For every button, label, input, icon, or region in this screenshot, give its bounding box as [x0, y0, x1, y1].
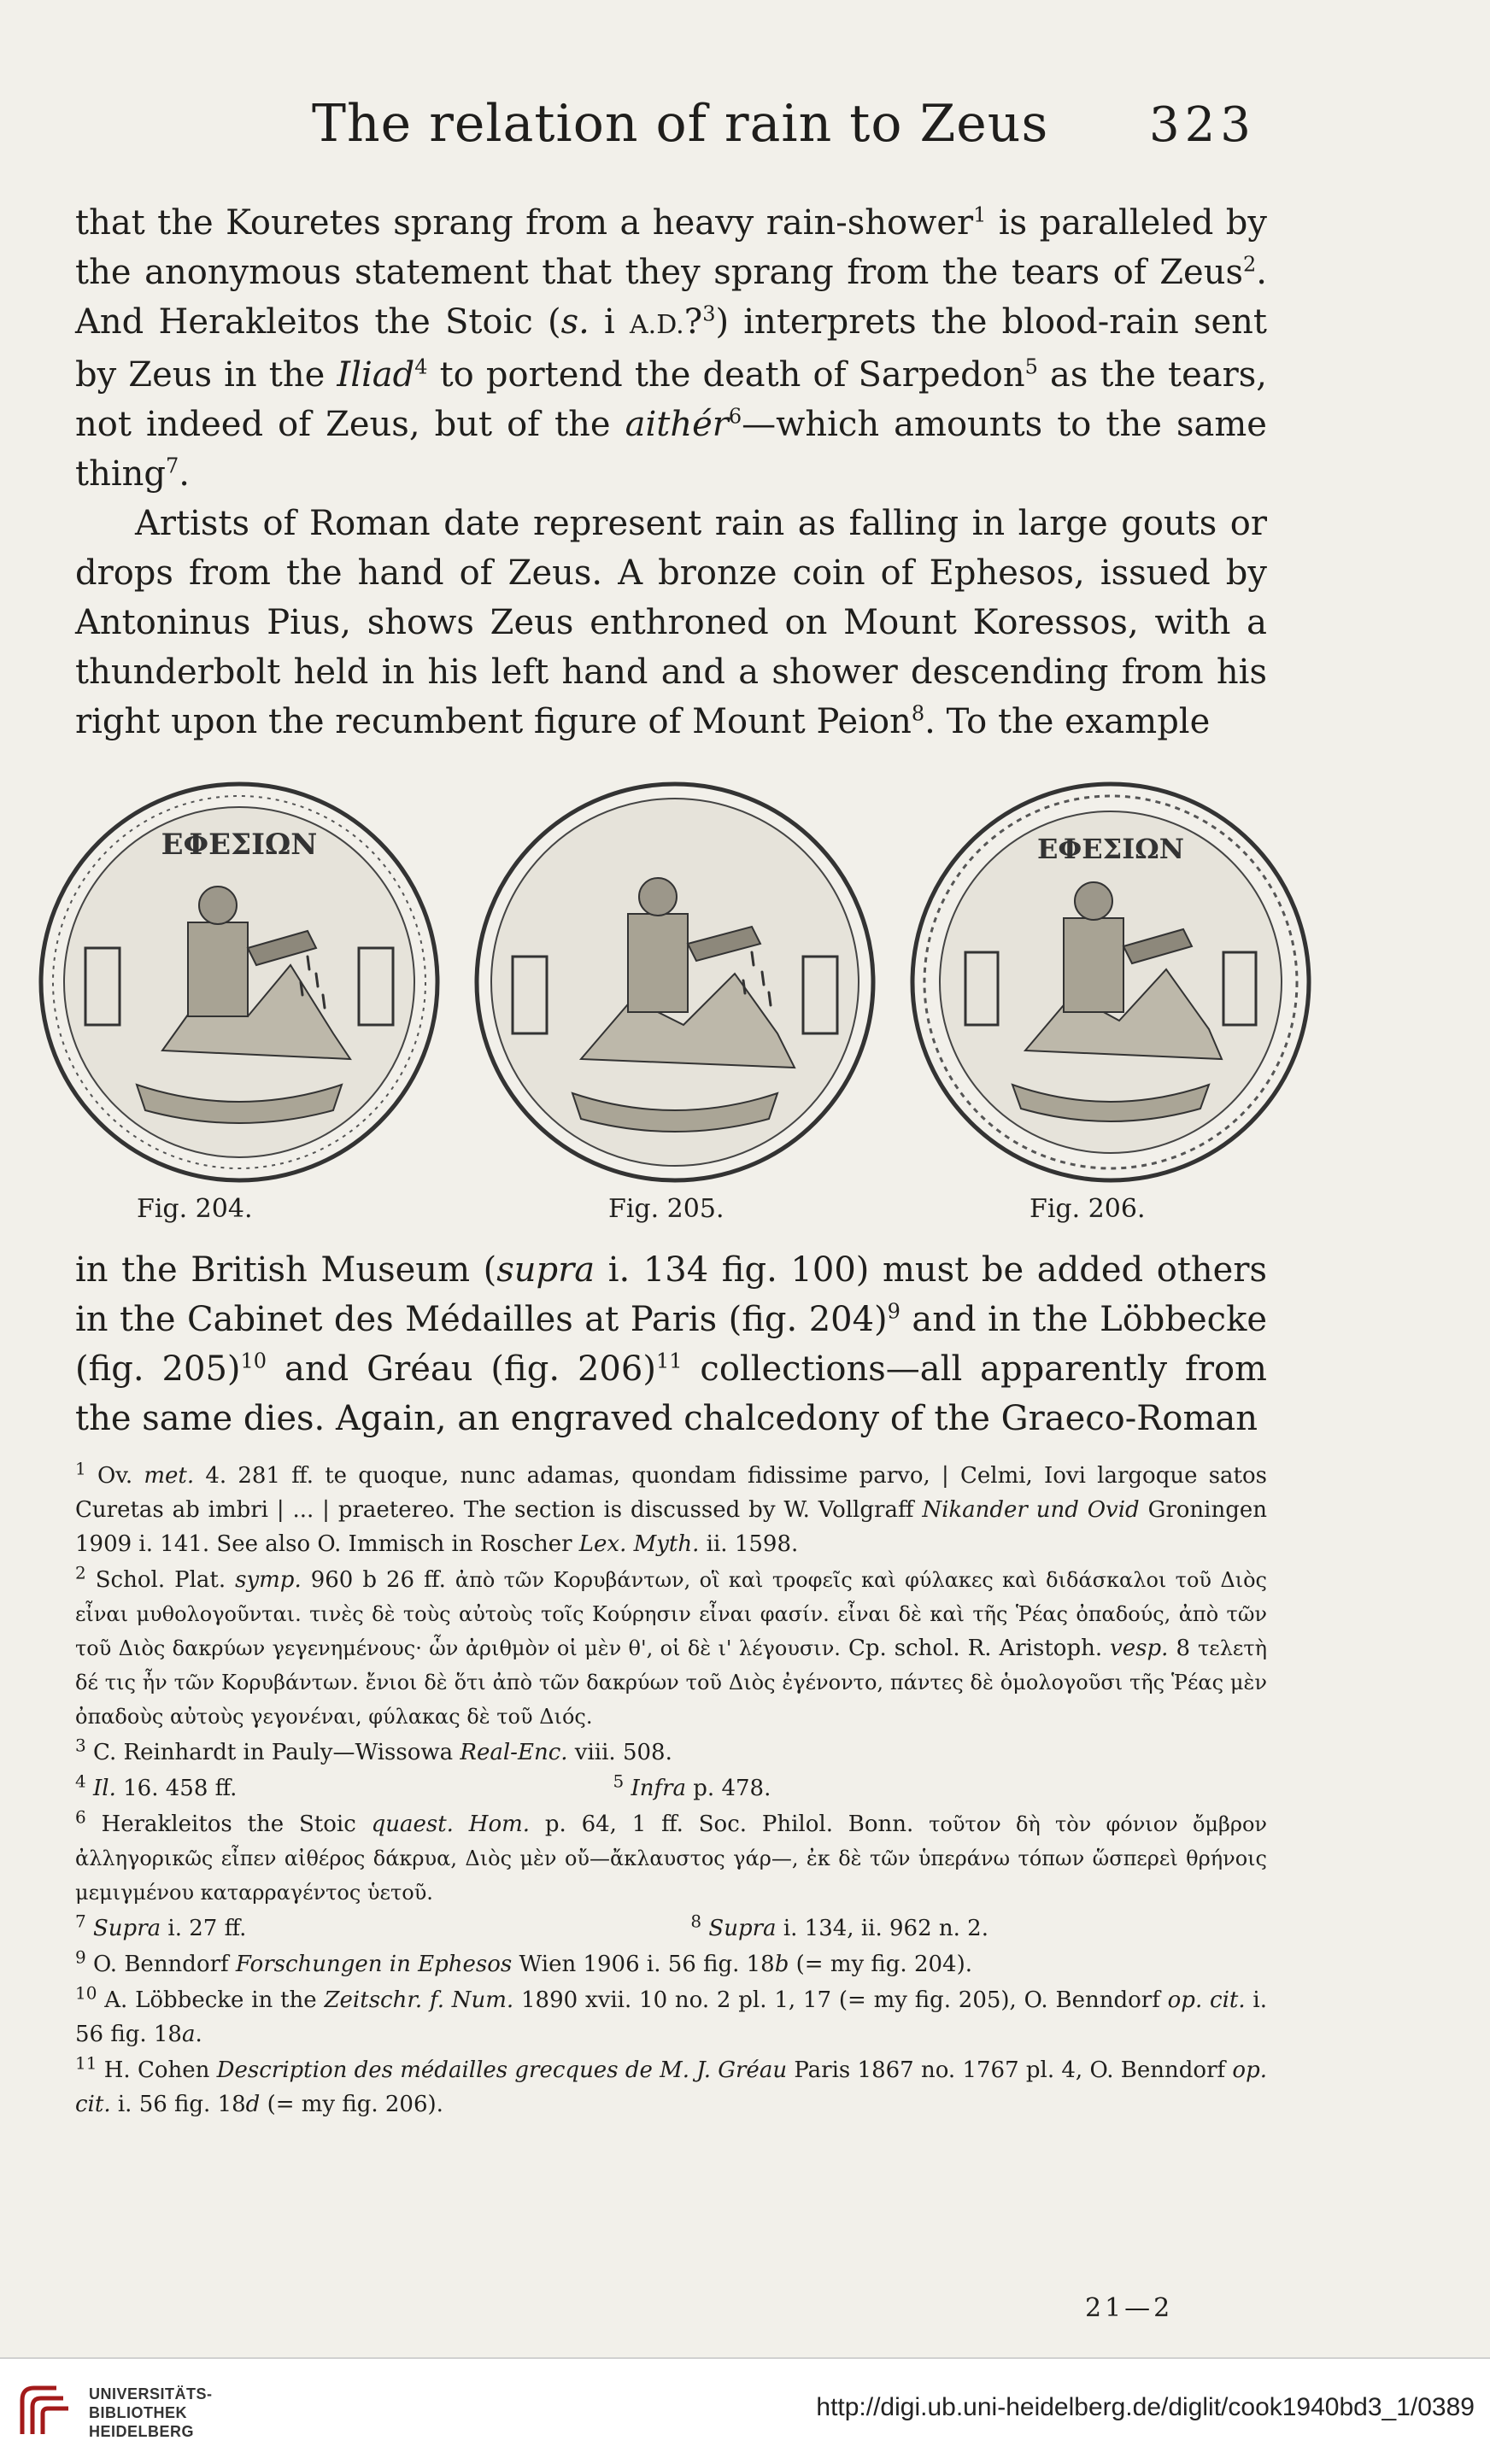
text-run: Iliad	[337, 355, 415, 395]
footnote-6	[75, 1807, 1267, 1910]
greek-quote: τοῦτον δὴ τὸν φόνιον ὄμβρον ἀλληγορικῶς εἶπεν αἰθέρος δάκρυα, Διὸς μὲν οὔ—ἄκλαυστος γάρ—, ἐκ δὲ τῶν ὑπεράνω τόπων ὥσπερεὶ θρήνοις μεμιγμένου καταρραγέντος ὑετοῦ.	[75, 1812, 1268, 1905]
footnotes	[75, 1459, 1267, 2123]
text-run: i. 134 fig. 100) must be added others in the Cabinet des Médailles at Paris (fig. 204)	[75, 1250, 1267, 1339]
text-run: 16. 458 ff.	[115, 1776, 238, 1801]
text-run: quaest. Hom.	[371, 1811, 531, 1837]
svg-text:ΕΦΕΣΙΩΝ: ΕΦΕΣΙΩΝ	[161, 828, 318, 862]
footnote-number: 5	[613, 1770, 625, 1792]
text-run: i. 56 fig. 18	[110, 2092, 246, 2117]
paragraph-3	[75, 1245, 1267, 1443]
text-run: Nikander und Ovid	[922, 1497, 1140, 1523]
text-run: vesp.	[1110, 1636, 1169, 1661]
footnote-number: 9	[75, 1946, 86, 1968]
text-run: . And Herakleitos the Stoic (	[75, 253, 1267, 342]
text-run: supra	[496, 1250, 595, 1290]
text-run: Il.	[93, 1776, 116, 1801]
text-run: Wien 1906 i. 56 fig. 18	[512, 1952, 775, 1977]
text-run: d	[245, 2092, 261, 2117]
text-run: Schol. Plat.	[95, 1567, 236, 1593]
greek-quote: ἀπὸ τῶν Κορυβάντων, οἳ καὶ τροφεῖς καὶ φύλακες καὶ διδάσκαλοι τοῦ Διὸς εἶναι μυθολογοῦνται. τινὲς δὲ τοὺς αὐτοὺς τοῖς Κούρησιν εἶναι φασίν. εἶναι δὲ καὶ τῆς Ῥέας ὀπαδούς, ἀπὸ τῶν τοῦ Διὸς δακρύων γεγενημένους· ὧν ἀριθμὸν οἱ μὲν θ', οἱ δὲ ι' λέγουσιν.	[75, 1568, 1267, 1660]
text-run: ii. 1598.	[699, 1531, 799, 1557]
text-run: s.	[560, 302, 590, 342]
text-run: C. Reinhardt in Pauly—Wissowa	[93, 1740, 460, 1765]
text-run: Supra	[708, 1916, 777, 1941]
body-text-bottom	[75, 1245, 1267, 1443]
footnote-ref: 7	[166, 454, 179, 478]
text-run: A. Löbbecke in the	[104, 1987, 325, 2013]
text-run: Lex. Myth.	[578, 1531, 700, 1557]
text-run: to portend the death of Sarpedon	[427, 355, 1025, 395]
library-name-line: HEIDELBERG	[89, 2423, 195, 2440]
footnote-ref: 4	[414, 354, 428, 379]
footnote-9	[75, 1947, 1267, 1981]
text-run: ) interprets the blood-rain sent by Zeus in the	[75, 302, 1267, 395]
text-run: symp.	[235, 1567, 302, 1593]
footnote-ref: 11	[655, 1349, 683, 1373]
text-run: Artists of Roman date represent rain as falling in large gouts or drops from the hand of Zeus. A bronze coin of Ephesos, issued by Antoninus Pius, shows Zeus enthroned on Mount Koressos, with a thunderbolt held in his left hand and a shower descending from his right upon the recumbent figure of Mount Peion	[75, 504, 1267, 741]
text-run: b	[774, 1952, 789, 1977]
text-run: 8	[1168, 1636, 1198, 1661]
viewer-footer	[0, 2357, 1490, 2464]
footnote-number: 2	[75, 1562, 86, 1583]
text-run: and Gréau (fig. 206)	[267, 1349, 656, 1389]
footnote-4-5	[75, 1771, 1267, 1806]
text-run: (= my fig. 206).	[260, 2092, 443, 2117]
page-title: The relation of rain to Zeus	[312, 94, 1049, 154]
text-run: i. 134, ii. 962 n. 2.	[776, 1916, 988, 1941]
text-run: Description des médailles grecques de M. J. Gréau	[216, 2057, 788, 2083]
library-name-line: UNIVERSITÄTS-	[89, 2385, 213, 2403]
text-run: Paris 1867 no. 1767 pl. 4, O. Benndorf	[787, 2057, 1233, 2083]
text-run: .	[179, 454, 190, 494]
footnote-number: 7	[75, 1911, 86, 1932]
text-run: —which amounts to the same thing	[75, 405, 1267, 494]
footnote-number: 8	[690, 1911, 702, 1932]
text-run: Supra	[93, 1916, 161, 1941]
text-run: .	[195, 2022, 202, 2047]
library-name-line: BIBLIOTHEK	[89, 2404, 187, 2421]
text-run: Infra	[631, 1776, 687, 1801]
text-run: . To the example	[924, 702, 1211, 741]
text-run: 4. 281 ff. te quoque, nunc adamas, quondam fidissime parvo, | Celmi, Iovi largoque satos Curetas ab imbri | ... | praetereo. The section is discussed by W. Vollgraff	[75, 1463, 1267, 1523]
permalink-url[interactable]: http://digi.ub.uni-heidelberg.de/diglit/cook1940bd3_1/0389	[816, 2393, 1475, 2421]
running-head	[77, 94, 1273, 171]
text-run: a	[181, 2022, 196, 2047]
footnote-ref: 10	[240, 1349, 267, 1373]
footnote-ref: 5	[1024, 354, 1038, 379]
footnote-3	[75, 1735, 1267, 1770]
text-run: H. Cohen	[103, 2057, 217, 2083]
footnote-number: 11	[75, 2052, 97, 2074]
text-run: Groningen 1909 i. 141. See also O. Immisch in Roscher	[75, 1497, 1267, 1557]
logo-mark	[22, 2388, 68, 2434]
coin-figures	[34, 777, 1316, 1221]
text-run: 1890 xvii. 10 no. 2 pl. 1, 17 (= my fig. 205), O. Benndorf	[513, 1987, 1168, 2013]
footnote-number: 4	[75, 1770, 86, 1792]
text-run: op. cit.	[1167, 1987, 1246, 2013]
text-run: met.	[144, 1463, 195, 1489]
page-number: 323	[1149, 97, 1256, 153]
paragraph-2	[75, 499, 1267, 746]
footnote-7-8	[75, 1911, 1267, 1946]
footnote-10	[75, 1983, 1267, 2051]
footnote-ref: 9	[887, 1299, 900, 1324]
library-name[interactable]	[89, 2385, 213, 2441]
body-text-top	[75, 198, 1267, 746]
text-run: A.D.	[630, 310, 684, 340]
footnote-2	[75, 1563, 1267, 1734]
footnote-ref: 8	[911, 701, 925, 726]
text-run: (= my fig. 204).	[789, 1952, 972, 1977]
text-run: that the Kouretes sprang from a heavy rain-shower	[75, 203, 974, 243]
text-run: Real-Enc.	[460, 1740, 568, 1765]
fig-caption-206: Fig. 206.	[1030, 1194, 1146, 1224]
footnote-ref: 6	[728, 404, 742, 429]
text-run: Zeitschr. f. Num.	[324, 1987, 514, 2013]
text-run: op. cit.	[75, 2057, 1267, 2117]
svg-text:ΕΦΕΣΙΩΝ: ΕΦΕΣΙΩΝ	[1037, 833, 1184, 865]
signature-mark: 21—2	[1085, 2293, 1174, 2323]
footnote-number: 1	[75, 1458, 86, 1479]
text-run: p. 478.	[686, 1776, 771, 1801]
text-run: p. 64, 1 ff. Soc. Philol. Bonn.	[530, 1811, 930, 1837]
footnote-number: 3	[75, 1735, 86, 1756]
text-run: aithér	[625, 405, 729, 444]
text-run: Forschungen in Ephesos	[235, 1952, 513, 1977]
text-run: i	[589, 302, 630, 342]
fig-caption-205: Fig. 205.	[608, 1194, 724, 1224]
paragraph-1	[75, 198, 1267, 499]
text-run: collections—all apparently from the same dies. Again, an engraved chalcedony of the Graeco-Roman	[75, 1349, 1267, 1438]
fig-caption-204: Fig. 204.	[137, 1194, 253, 1224]
coin-fig-206-image	[906, 777, 1316, 1187]
text-run: 960 b 26 ff.	[301, 1567, 455, 1593]
text-run: i. 27 ff.	[161, 1916, 247, 1941]
text-run: Ov.	[97, 1463, 144, 1489]
footnote-number: 6	[75, 1806, 86, 1828]
footnote-number: 10	[75, 1982, 97, 2004]
text-run: and in the Löbbecke (fig. 205)	[75, 1300, 1267, 1389]
text-run: i. 56 fig. 18	[75, 1987, 1267, 2047]
footnote-ref: 2	[1243, 252, 1257, 277]
text-run: as the tears, not indeed of Zeus, but of the	[75, 355, 1267, 444]
text-run: Herakleitos the Stoic	[101, 1811, 372, 1837]
greek-quote: τελετὴ δέ τις ἦν τῶν Κορυβάντων. ἔνιοι δὲ ὅτι ἀπὸ τῶν δακρύων τοῦ Διὸς ἐγένοντο, πάντες δὲ ὁμολογοῦσι τῆς Ῥέας μὲν ὀπαδοὺς αὐτοὺς γεγονέναι, φύλακας δὲ τοῦ Διός.	[75, 1636, 1268, 1729]
coin-fig-204-image	[34, 777, 444, 1187]
text-run: in the British Museum (	[75, 1250, 497, 1290]
text-run: ?	[683, 302, 703, 342]
footnote-11	[75, 2053, 1267, 2122]
footnote-ref: 3	[702, 301, 716, 326]
footnote-ref: 1	[973, 202, 987, 227]
text-run: viii. 508.	[567, 1740, 672, 1765]
footnote-1	[75, 1459, 1267, 1561]
text-run: Cp. schol. R. Aristoph.	[840, 1636, 1111, 1661]
library-logo-icon[interactable]	[15, 2381, 75, 2441]
coin-fig-205-image	[470, 777, 880, 1187]
text-run: is paralleled by the anonymous statement that they sprang from the tears of Zeus	[75, 203, 1267, 292]
text-run: O. Benndorf	[93, 1952, 236, 1977]
